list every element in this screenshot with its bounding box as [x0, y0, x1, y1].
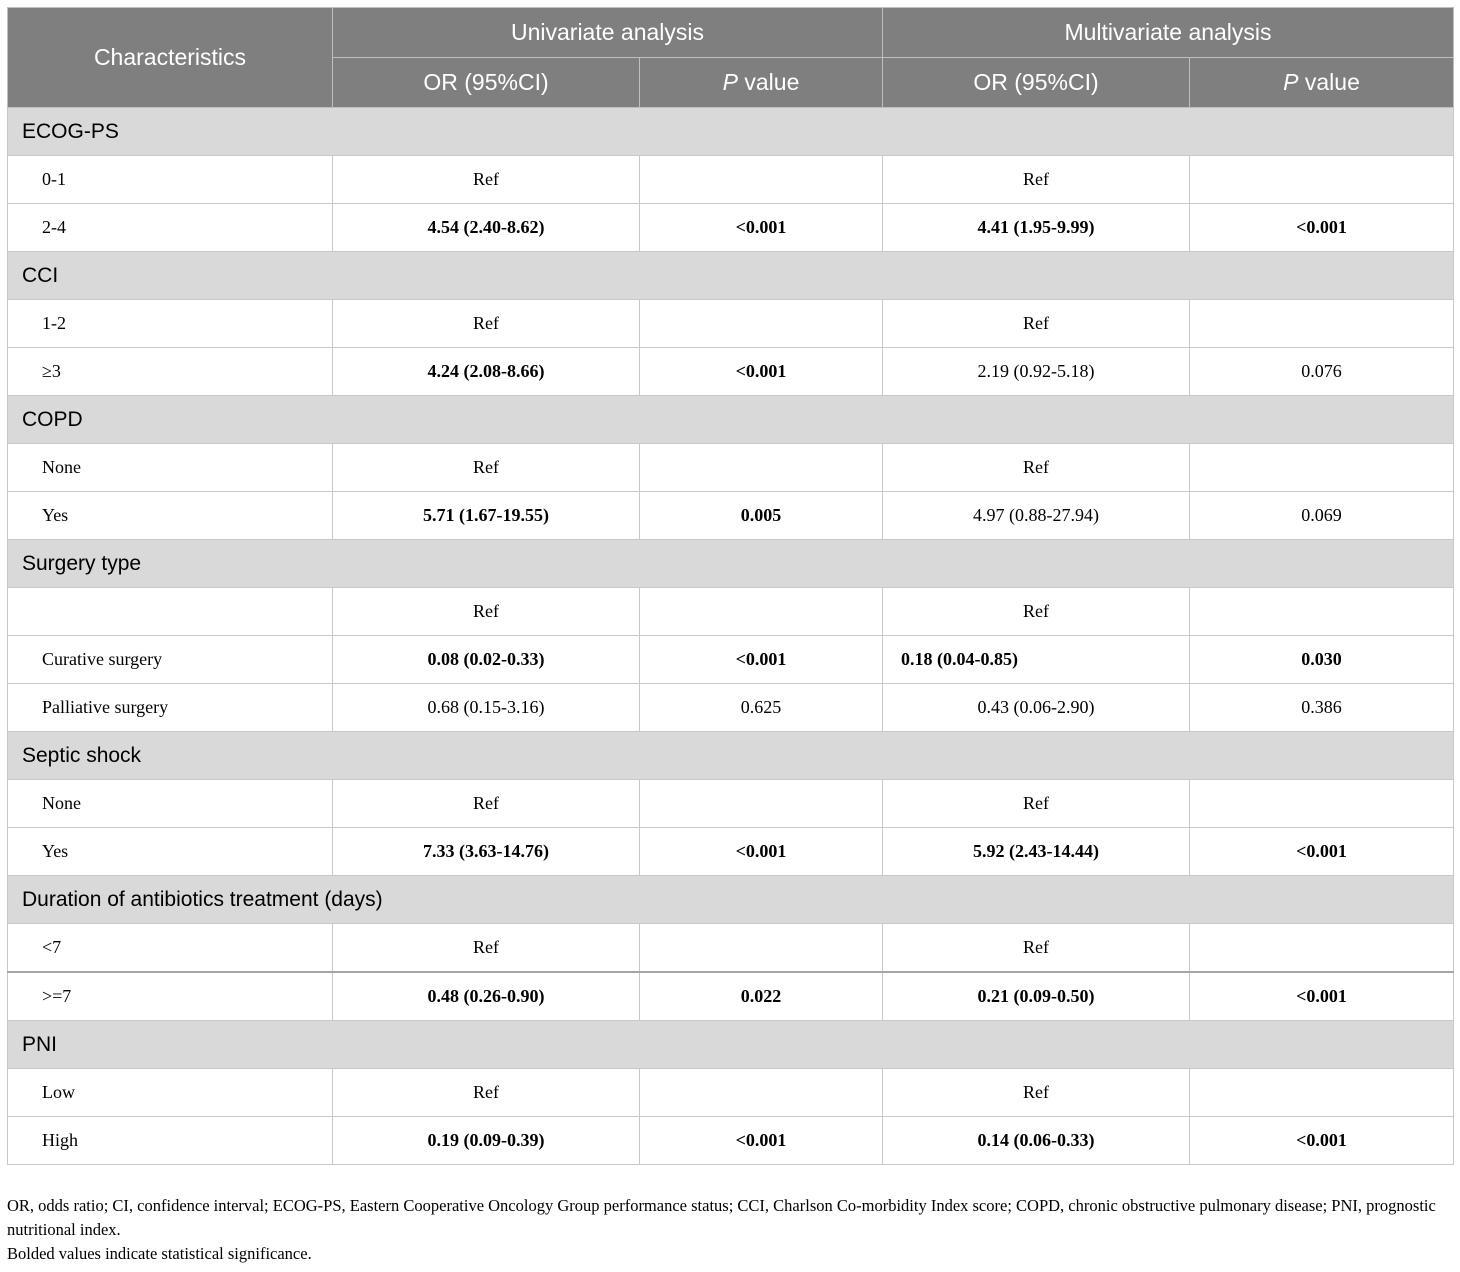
- multivariate-or-cell: Ref: [883, 588, 1190, 636]
- univariate-or-cell: Ref: [333, 588, 640, 636]
- multivariate-p-cell: [1190, 444, 1454, 492]
- header-univariate: Univariate analysis: [333, 8, 883, 58]
- table-row: [8, 972, 1454, 1021]
- univariate-p-cell: <0.001: [640, 636, 883, 684]
- multivariate-p-cell: [1190, 300, 1454, 348]
- univariate-or-cell: 0.08 (0.02-0.33): [333, 636, 640, 684]
- p-value-word: value: [737, 69, 800, 95]
- group-header-row: [8, 876, 1454, 924]
- univariate-or-cell: 4.24 (2.08-8.66): [333, 348, 640, 396]
- table-row: [8, 1117, 1454, 1165]
- multivariate-or-cell: 4.41 (1.95-9.99): [883, 204, 1190, 252]
- univariate-p-cell: 0.005: [640, 492, 883, 540]
- p-value-word: value: [1298, 69, 1360, 95]
- row-label: Low: [8, 1069, 333, 1117]
- header-characteristics: Characteristics: [8, 8, 333, 108]
- group-header-row: [8, 252, 1454, 300]
- multivariate-or-cell: 0.18 (0.04-0.85): [883, 636, 1190, 684]
- multivariate-or-cell: Ref: [883, 156, 1190, 204]
- multivariate-p-cell: <0.001: [1190, 204, 1454, 252]
- results-table-container: [7, 7, 1453, 1165]
- univariate-or-cell: 0.19 (0.09-0.39): [333, 1117, 640, 1165]
- row-label: >=7: [8, 972, 333, 1021]
- group-header-row: [8, 108, 1454, 156]
- univariate-or-cell: 5.71 (1.67-19.55): [333, 492, 640, 540]
- multivariate-or-cell: Ref: [883, 444, 1190, 492]
- univariate-p-cell: <0.001: [640, 828, 883, 876]
- table-row: [8, 300, 1454, 348]
- row-label: None: [8, 780, 333, 828]
- row-label: Yes: [8, 492, 333, 540]
- univariate-p-cell: 0.625: [640, 684, 883, 732]
- group-title: Surgery type: [8, 540, 1454, 588]
- table-header: [8, 8, 1454, 108]
- univariate-or-cell: Ref: [333, 1069, 640, 1117]
- row-label: [8, 588, 333, 636]
- univariate-p-cell: <0.001: [640, 1117, 883, 1165]
- multivariate-p-cell: [1190, 780, 1454, 828]
- regression-table: [7, 7, 1454, 1165]
- group-title: PNI: [8, 1021, 1454, 1069]
- table-row: [8, 636, 1454, 684]
- multivariate-p-cell: [1190, 588, 1454, 636]
- row-label: High: [8, 1117, 333, 1165]
- row-label: ≥3: [8, 348, 333, 396]
- multivariate-p-cell: 0.386: [1190, 684, 1454, 732]
- multivariate-p-cell: [1190, 156, 1454, 204]
- header-multivariate: Multivariate analysis: [883, 8, 1454, 58]
- univariate-or-cell: Ref: [333, 444, 640, 492]
- multivariate-or-cell: Ref: [883, 300, 1190, 348]
- univariate-p-cell: 0.022: [640, 972, 883, 1021]
- multivariate-or-cell: 4.97 (0.88-27.94): [883, 492, 1190, 540]
- univariate-or-cell: Ref: [333, 300, 640, 348]
- univariate-p-cell: [640, 156, 883, 204]
- group-title: ECOG-PS: [8, 108, 1454, 156]
- multivariate-or-cell: Ref: [883, 924, 1190, 973]
- table-row: [8, 828, 1454, 876]
- multivariate-or-cell: 0.43 (0.06-2.90): [883, 684, 1190, 732]
- univariate-p-cell: <0.001: [640, 204, 883, 252]
- multivariate-p-cell: 0.076: [1190, 348, 1454, 396]
- univariate-p-cell: [640, 780, 883, 828]
- group-header-row: [8, 732, 1454, 780]
- univariate-or-cell: 0.68 (0.15-3.16): [333, 684, 640, 732]
- group-header-row: [8, 396, 1454, 444]
- abbreviations-note: OR, odds ratio; CI, confidence interval; ECOG-PS, Eastern Cooperative Oncology Group performance status; CCI, Charlson Co-morbidity Index score; COPD, chronic obstructive pulmonary disease; PNI, prognostic nutritional index.: [7, 1196, 1436, 1239]
- p-italic: P: [722, 69, 738, 95]
- multivariate-p-cell: [1190, 1069, 1454, 1117]
- table-row: [8, 348, 1454, 396]
- header-univariate-or: OR (95%CI): [333, 58, 640, 108]
- row-label: <7: [8, 924, 333, 973]
- group-title: COPD: [8, 396, 1454, 444]
- row-label: Palliative surgery: [8, 684, 333, 732]
- p-italic: P: [1283, 69, 1299, 95]
- univariate-p-cell: [640, 588, 883, 636]
- table-body: [8, 108, 1454, 1165]
- univariate-p-cell: [640, 924, 883, 973]
- univariate-p-cell: [640, 300, 883, 348]
- multivariate-p-cell: 0.069: [1190, 492, 1454, 540]
- row-label: None: [8, 444, 333, 492]
- table-row: [8, 492, 1454, 540]
- group-title: CCI: [8, 252, 1454, 300]
- table-row: [8, 588, 1454, 636]
- table-row: [8, 1069, 1454, 1117]
- multivariate-p-cell: [1190, 924, 1454, 973]
- significance-note: Bolded values indicate statistical significance.: [7, 1244, 312, 1263]
- table-row: [8, 204, 1454, 252]
- univariate-or-cell: Ref: [333, 924, 640, 973]
- header-multivariate-p: [1190, 58, 1454, 108]
- row-label: 1-2: [8, 300, 333, 348]
- univariate-or-cell: 4.54 (2.40-8.62): [333, 204, 640, 252]
- multivariate-p-cell: 0.030: [1190, 636, 1454, 684]
- row-label: 0-1: [8, 156, 333, 204]
- multivariate-or-cell: Ref: [883, 780, 1190, 828]
- univariate-or-cell: 7.33 (3.63-14.76): [333, 828, 640, 876]
- multivariate-or-cell: 2.19 (0.92-5.18): [883, 348, 1190, 396]
- multivariate-or-cell: 0.21 (0.09-0.50): [883, 972, 1190, 1021]
- multivariate-or-cell: 5.92 (2.43-14.44): [883, 828, 1190, 876]
- univariate-or-cell: Ref: [333, 780, 640, 828]
- group-header-row: [8, 1021, 1454, 1069]
- table-row: [8, 780, 1454, 828]
- univariate-p-cell: [640, 444, 883, 492]
- univariate-p-cell: <0.001: [640, 348, 883, 396]
- table-row: [8, 444, 1454, 492]
- multivariate-or-cell: 0.14 (0.06-0.33): [883, 1117, 1190, 1165]
- header-multivariate-or: OR (95%CI): [883, 58, 1190, 108]
- multivariate-p-cell: <0.001: [1190, 1117, 1454, 1165]
- group-title: Duration of antibiotics treatment (days): [8, 876, 1454, 924]
- table-footnotes: [7, 1194, 1453, 1266]
- row-label: 2-4: [8, 204, 333, 252]
- group-header-row: [8, 540, 1454, 588]
- header-univariate-p: [640, 58, 883, 108]
- multivariate-or-cell: Ref: [883, 1069, 1190, 1117]
- multivariate-p-cell: <0.001: [1190, 972, 1454, 1021]
- univariate-p-cell: [640, 1069, 883, 1117]
- univariate-or-cell: Ref: [333, 156, 640, 204]
- multivariate-p-cell: <0.001: [1190, 828, 1454, 876]
- univariate-or-cell: 0.48 (0.26-0.90): [333, 972, 640, 1021]
- table-row: [8, 684, 1454, 732]
- row-label: Curative surgery: [8, 636, 333, 684]
- row-label: Yes: [8, 828, 333, 876]
- table-row: [8, 156, 1454, 204]
- group-title: Septic shock: [8, 732, 1454, 780]
- table-row: [8, 924, 1454, 973]
